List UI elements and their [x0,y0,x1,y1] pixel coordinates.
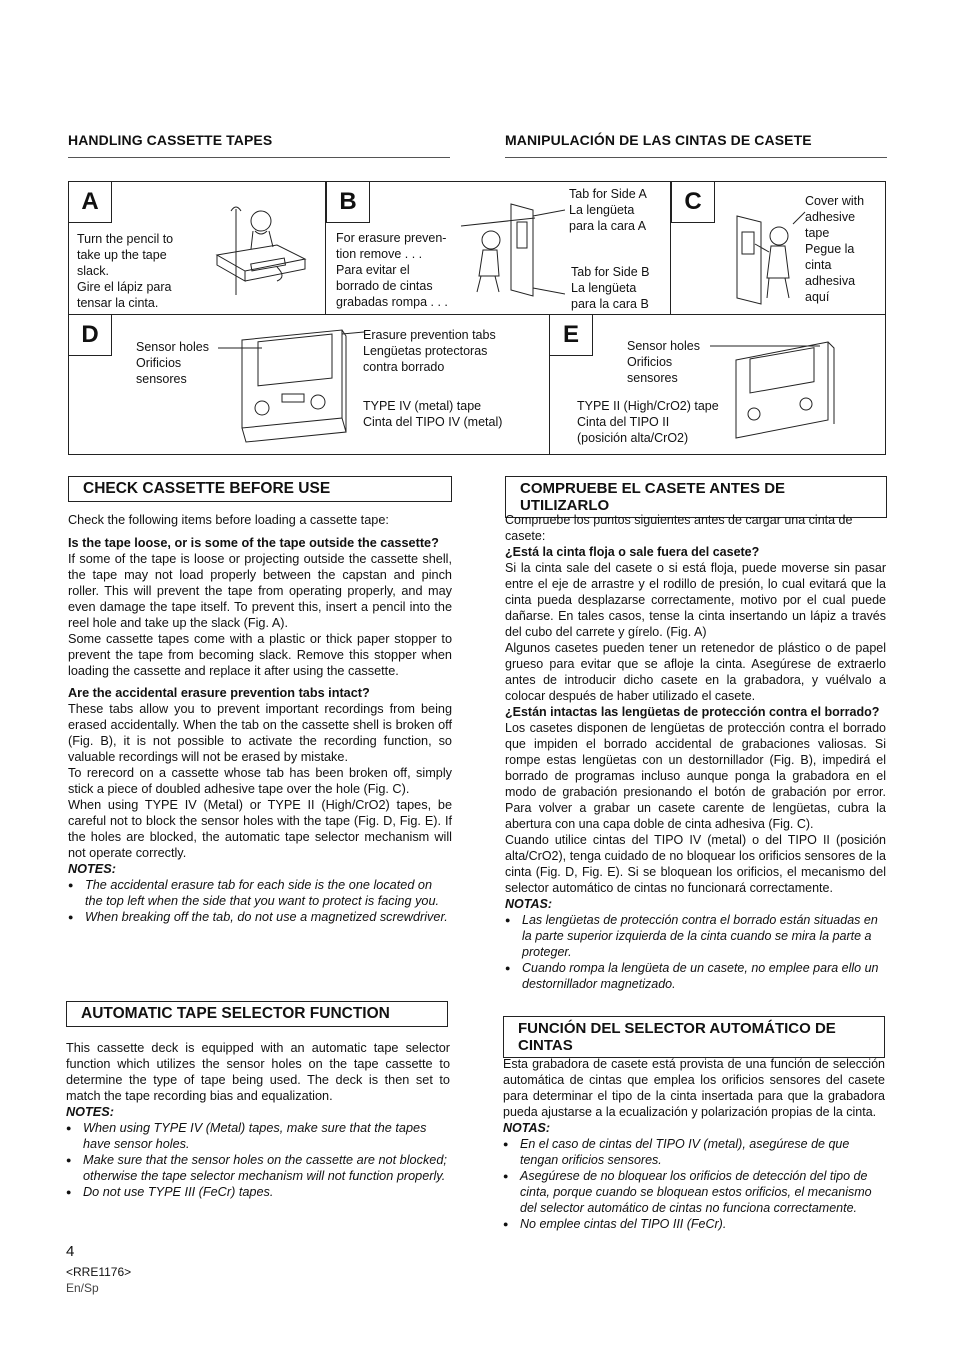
figure-b-tab-a: Tab for Side A La lengüeta para la cara A [569,187,647,233]
section-header-manipulacion: MANIPULACIÓN DE LAS CINTAS DE CASETE [505,132,812,148]
figure-c-text: Cover with adhesive tape Pegue la cinta adhesiva aquí [805,194,865,304]
nota-item: ● No emplee cintas del TIPO III (FeCr). [503,1216,885,1232]
header-rule-right [505,157,887,158]
question-tape-loose: Is the tape loose, or is some of the tape outside the cassette? [68,536,439,550]
nota-item: ● Cuando rompa la lengüeta de un casete, no emplee para ello un destornillador magnetizado. [505,960,886,992]
paragraph-tabs: These tabs allow you to prevent important recordings from being erased accidentally. When the tab on the cassette shell is broken off (Fig. B), it is not possible to activate the recording function, so valuable recordings will not be erased by mistake. [68,702,452,764]
nota-item: ● Asegúrese de no bloquear los orificios de detección del tipo de cinta, porque cuando se bloquean estos orificios, el mecanismo del selector automático de cintas no funciona correctamente. [503,1168,885,1216]
figure-label-b: B [326,181,370,223]
figure-a-text: Turn the pencil to take up the tape slack. Gire el lápiz para tensar la cinta. [77,232,174,310]
notas-label: NOTAS: [503,1121,550,1135]
check-cassette-title: CHECK CASSETTE BEFORE USE [68,476,452,502]
paragraph-retenedor: Algunos casetes pueden tener un retenedor de plástico o de papel grueso para evitar que se afloje la cinta. Asegúrese de extraerlo antes de introducir dicho casete en la grabadora, y vuélvalo a colocar después de haber utilizado el casete. [505,641,886,703]
automatic-tape-selector-title: AUTOMATIC TAPE SELECTOR FUNCTION [66,1001,448,1027]
document-code: <RRE1176> [66,1265,132,1279]
paragraph-sensor-holes: When using TYPE IV (Metal) or TYPE II (High/CrO2) tapes, be careful not to block the sensor holes with the tape (Fig. D, Fig. E). If the holes are blocked, the automatic tape selector mechanism will not operate correctly. [68,798,452,860]
note-item: ● When using TYPE IV (Metal) tapes, make sure that the tapes have sensor holes. [66,1120,450,1152]
auto-paragraph: This cassette deck is equipped with an automatic tape selector function which utilizes the sensor holes on the tape cassette to determine the type of tape being used. The deck is then set to match the tape recording bias and equalization. [66,1041,450,1103]
figure-label-a: A [68,181,112,223]
check-intro: Check the following items before loading a cassette tape: [68,513,389,527]
paragraph-tape-loose: If some of the tape is loose or projecting outside the cassette shell, the tape may not load properly between the capstan and pinch roller. This will prevent the tape from operating properly, and may even damage the tape itself. To prevent this, insert a pencil into the reel hole and take up the slack (Fig. A). [68,552,452,630]
figure-label-e: E [549,314,593,356]
pencil-cassette-illustration [205,197,315,302]
figure-d-type: TYPE IV (metal) tape Cinta del TIPO IV (metal) [363,399,503,429]
auto-paragraph-es: Esta grabadora de casete está provista de una función de selección automática de cintas que emplea los orificios sensores del casete para determinar el tipo de la cinta insertada para que la grabadora pueda ajustarse a la ecualización y polarización propias de la cinta. [503,1057,885,1119]
check-intro-es: Compruebe los puntos siguientes antes de cargar una cinta de casete: [505,513,853,543]
note-item: ● Do not use TYPE III (FeCr) tapes. [66,1184,450,1200]
type-ii-cassette-illustration [710,332,842,444]
header-rule-left [68,157,450,158]
notes-label: NOTES: [66,1105,114,1119]
paragraph-lengüetas: Los casetes disponen de lengüetas de protección contra el borrado que impiden el borrado accidental de grabaciones valiosas. Si rompe estas lengüetas con un destornillador (Fig. B), impedirá el borrado de programas incluso aunque ponga la grabadora en el modo de grabación presionando el botón de grabación por error. Para volver a grabar un casete carente de lengüetas, cubra la abertura con una capa doble de cinta adhesiva (Fig. C). [505,721,886,831]
right-column-check [505,512,886,992]
note-item: ● When breaking off the tab, do not use a magnetized screwdriver. [68,909,452,925]
notas-label: NOTAS: [505,897,552,911]
note-item: ● Make sure that the sensor holes on the cassette are not blocked; otherwise the tape selector mechanism will not function properly. [66,1152,450,1184]
paragraph-stopper: Some cassette tapes come with a plastic or thick paper stopper to prevent the tape from becoming slack. Remove this stopper when loading the cassette and replace it after using the cassette. [68,632,452,678]
screwdriver-cassette-illustration [455,196,565,301]
question-cinta-floja: ¿Está la cinta floja o sale fuera del casete? [505,545,760,559]
figure-e-sensor: Sensor holes Orificios sensores [627,339,700,385]
figure-label-c: C [671,181,715,223]
adhesive-tape-illustration [733,208,807,306]
note-item: ● The accidental erasure tab for each side is the one located on the top left when the side that you want to protect is facing you. [68,877,452,909]
nota-item: ● Las lengüetas de protección contra el borrado están situadas en la parte superior izquierda de la cinta cuando se mira la parte a proteger. [505,912,886,960]
notas-list [503,1136,885,1232]
paragraph-cinta-floja: Si la cinta sale del casete o si está floja, puede moverse sin pasar entre el eje de arrastre y el rodillo de presión, lo cual evitará que la cinta pueda desplazarse correctamente, motivo por el cual puede dañarse. En tales casos, tense la cinta insertando un lápiz a través del cubo del carrete y gírelo. (Fig. A) [505,561,886,639]
figure-e-type: TYPE II (High/CrO2) tape Cinta del TIPO II (posición alta/CrO2) [577,399,719,445]
notas-list [505,912,886,992]
figure-b-tab-b: Tab for Side B La lengüeta para la cara B [571,265,650,311]
paragraph-rerecord: To rerecord on a cassette whose tab has been broken off, simply stick a piece of doubled adhesive tape over the hole (Fig. C). [68,766,452,796]
funcion-selector-title: FUNCIÓN DEL SELECTOR AUTOMÁTICO DE CINTAS [503,1016,885,1058]
compruebe-casete-title: COMPRUEBE EL CASETE ANTES DE UTILIZARLO [505,476,887,518]
figure-d-sensor: Sensor holes Orificios sensores [136,340,209,386]
page-number: 4 [66,1243,75,1260]
notes-list [66,1120,450,1200]
nota-item: ● En el caso de cintas del TIPO IV (metal), asegúrese de que tengan orificios sensores. [503,1136,885,1168]
left-column-check [68,512,452,925]
right-column-auto [503,1056,885,1232]
figure-d-tabs: Erasure prevention tabs Lengüetas protectoras contra borrado [363,328,496,374]
figure-label-d: D [68,314,112,356]
type-iv-cassette-illustration [218,326,364,448]
figure-b-text: For erasure preven- tion remove . . . Para evitar el borrado de cintas grabadas rompa . . . [336,231,448,309]
left-column-auto [66,1040,450,1200]
figure-divider-horizontal [68,314,886,315]
section-header-handling: HANDLING CASSETTE TAPES [68,132,273,148]
paragraph-orificios: Cuando utilice cintas del TIPO IV (metal) o del TIPO II (posición alta/CrO2), tenga cuidado de no bloquear los orificios sensores de la cinta (Fig. D, Fig. E). Si se bloquean los orificios, el mecanismo del selector automático de cintas no funcionará correctamente. [505,833,886,895]
notes-label: NOTES: [68,862,116,876]
language-code: En/Sp [66,1281,99,1295]
question-lengüetas: ¿Están intactas las lengüetas de protección contra el borrado? [505,705,880,719]
notes-list [68,877,452,925]
question-erasure-tabs: Are the accidental erasure prevention tabs intact? [68,686,370,700]
